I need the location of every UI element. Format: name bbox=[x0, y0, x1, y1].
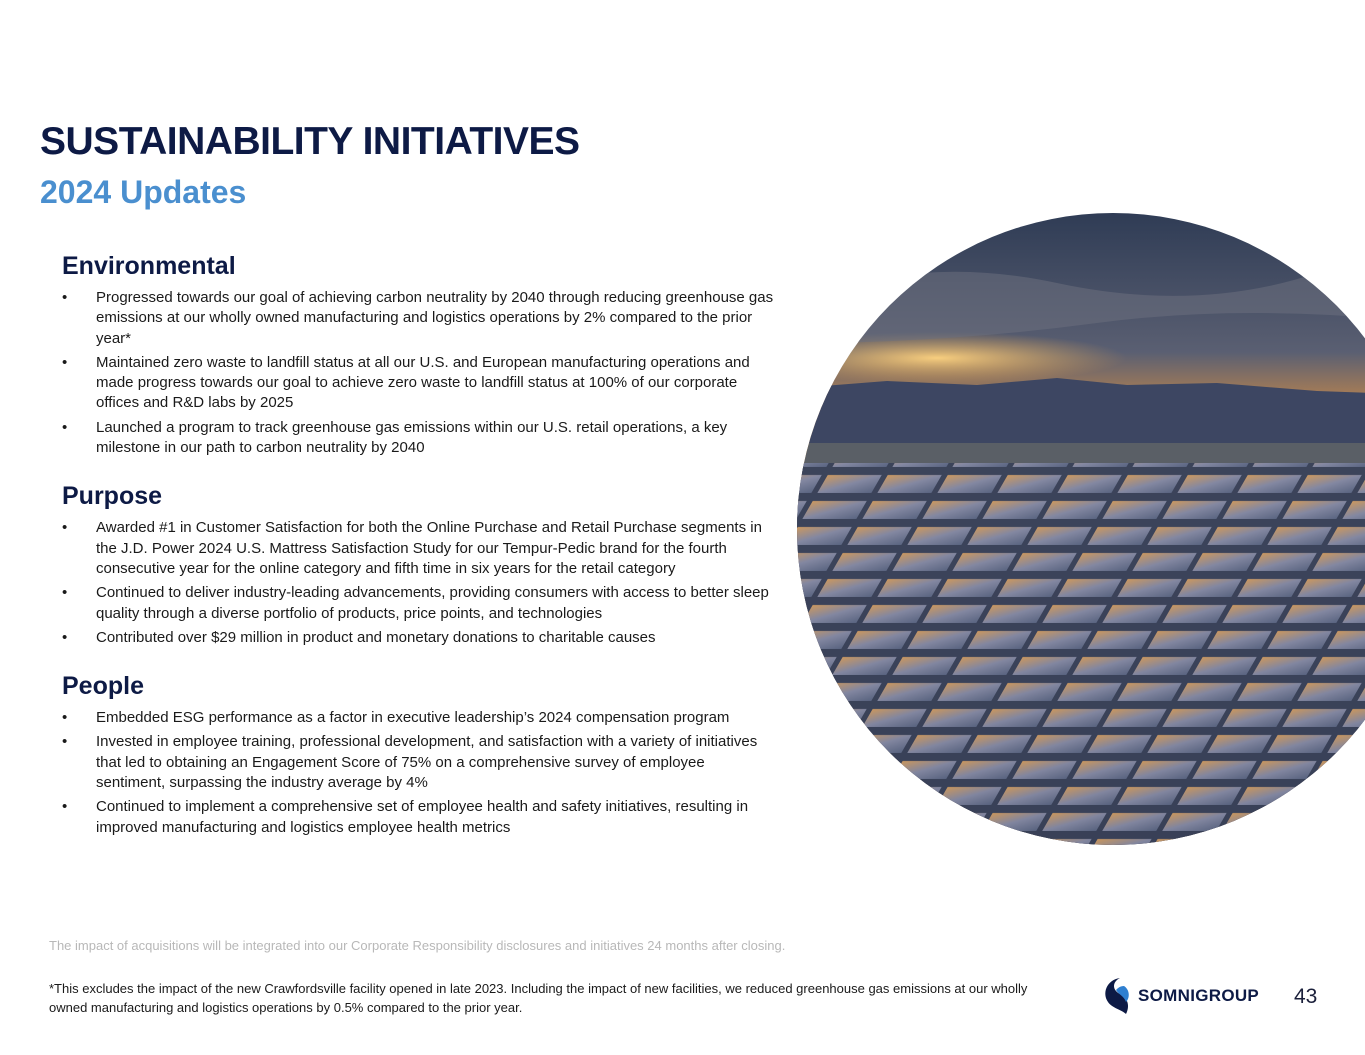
bullet-text: Continued to deliver industry-leading advancements, providing consumers with access to better sleep quality through a diverse portfolio of products, price points, and technologies bbox=[96, 584, 769, 622]
acquisitions-note: The impact of acquisitions will be integrated into our Corporate Responsibility disclosures and initiatives 24 months after closing. bbox=[49, 938, 786, 953]
page-title: SUSTAINABILITY INITIATIVES bbox=[40, 120, 580, 163]
solar-farm-image bbox=[797, 213, 1365, 845]
bullet-text: Continued to implement a comprehensive set of employee health and safety initiatives, resulting in improved manufacturing and logistics employee health metrics bbox=[96, 798, 749, 836]
section-heading: Environmental bbox=[62, 252, 236, 280]
bullet-text: Awarded #1 in Customer Satisfaction for both the Online Purchase and Retail Purchase segments in the J.D. Power 2024 U.S. Mattress Satisfaction Study for our Tempur-Pedic brand for the fourth consecutive year for the online category and fifth time in six years for the retail category bbox=[96, 519, 762, 577]
list-item bbox=[62, 288, 777, 349]
bullet-text: Progressed towards our goal of achieving carbon neutrality by 2040 through reducing greenhouse gas emissions at our wholly owned manufacturing and logistics operations by 2% compared to the prior year* bbox=[96, 289, 774, 347]
bullet-icon: • bbox=[62, 584, 68, 602]
bullet-text: Invested in employee training, professional development, and satisfaction with a variety of initiatives that led to obtaining an Engagement Score of 75% on a comprehensive survey of employee sentiment, surpassing the industry average by 4% bbox=[96, 733, 758, 792]
bullet-icon: • bbox=[62, 519, 68, 537]
company-logo bbox=[1100, 976, 1259, 1016]
bullet-icon: • bbox=[62, 353, 68, 371]
bullet-icon: • bbox=[62, 289, 68, 306]
section-heading: Purpose bbox=[62, 482, 163, 511]
initiatives-content bbox=[62, 250, 777, 860]
bullet-text: Embedded ESG performance as a factor in executive leadership’s 2024 compensation program bbox=[96, 709, 730, 727]
somnigroup-logo-icon bbox=[1100, 976, 1132, 1016]
page-subtitle: 2024 Updates bbox=[40, 174, 247, 210]
list-item bbox=[62, 583, 777, 624]
bullet-icon: • bbox=[62, 733, 68, 751]
list-item bbox=[62, 353, 777, 414]
section-heading: People bbox=[62, 672, 144, 701]
solar-farm-photo bbox=[797, 213, 1365, 845]
bullet-list bbox=[62, 518, 777, 648]
bullet-list bbox=[62, 708, 777, 838]
bullet-icon: • bbox=[62, 418, 68, 436]
bullet-list bbox=[62, 288, 777, 458]
bullet-text: Launched a program to track greenhouse gas emissions within our U.S. retail operations, a key milestone in our path to carbon neutrality by 2040 bbox=[96, 418, 728, 457]
list-item bbox=[62, 797, 777, 838]
bullet-icon: • bbox=[62, 709, 68, 727]
list-item bbox=[62, 732, 777, 793]
bullet-icon: • bbox=[62, 798, 68, 816]
environmental-section bbox=[62, 250, 777, 458]
bullet-text: Maintained zero waste to landfill status at all our U.S. and European manufacturing operations and made progress towards our goal to achieve zero waste to landfill status at 100% of our corporate offices and R&D labs by 2025 bbox=[96, 353, 750, 412]
bullet-text: Contributed over $29 million in product and monetary donations to charitable causes bbox=[96, 628, 656, 646]
list-item bbox=[62, 518, 777, 579]
page-number: 43 bbox=[1294, 985, 1318, 1008]
people-section bbox=[62, 670, 777, 838]
logo-text: SOMNIGROUP bbox=[1138, 986, 1260, 1005]
bullet-icon: • bbox=[62, 628, 68, 646]
list-item bbox=[62, 418, 777, 459]
list-item bbox=[62, 708, 777, 728]
purpose-section bbox=[62, 480, 777, 648]
list-item bbox=[62, 628, 777, 648]
footnote: *This excludes the impact of the new Crawfordsville facility opened in late 2023. Including the impact of new facilities, we reduced greenhouse gas emissions at our wholly owned manufacturing and logistics operations by 0.5% compared to the prior year. bbox=[49, 981, 1028, 1015]
